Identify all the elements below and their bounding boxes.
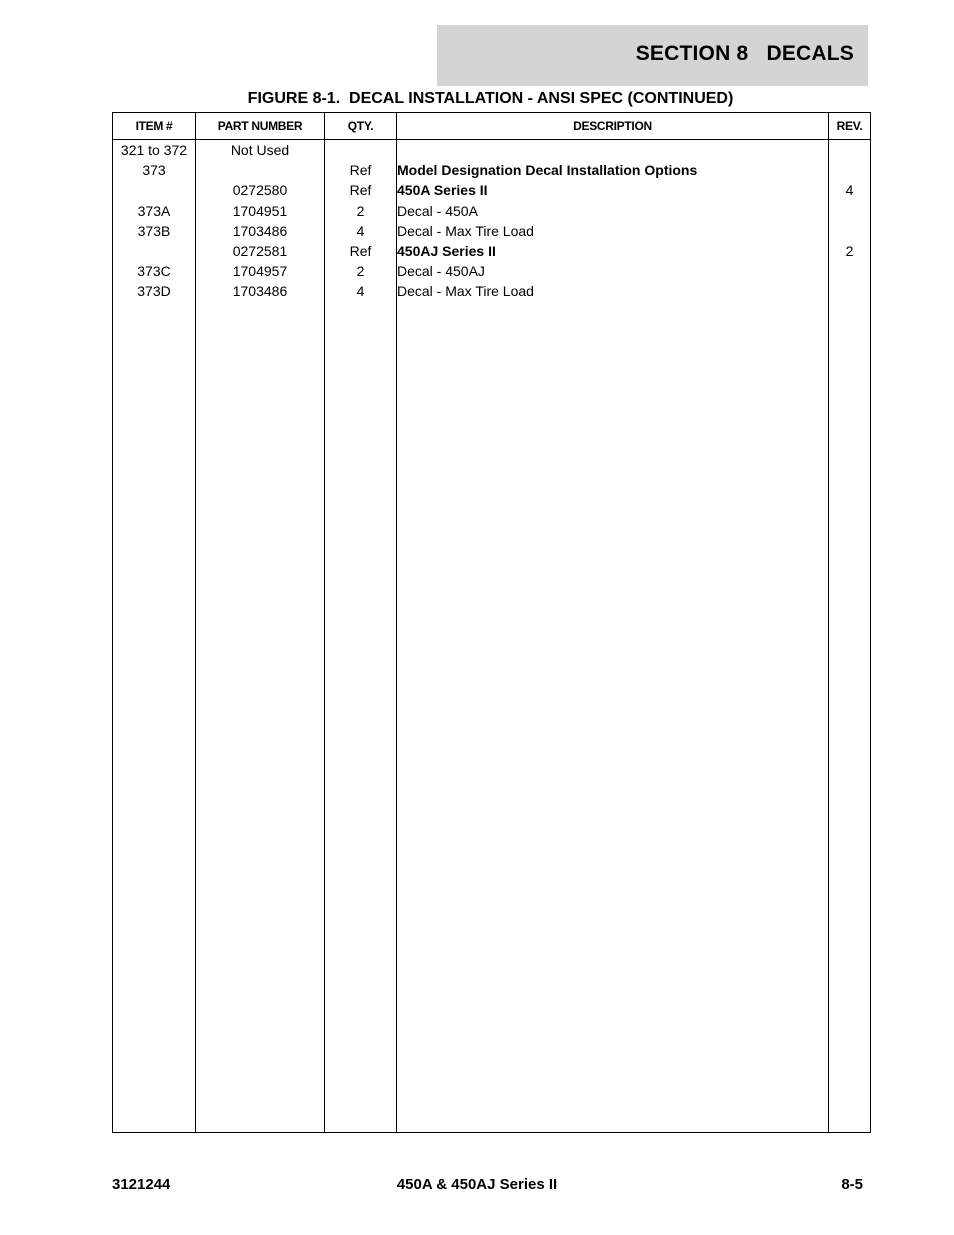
rev-cell: 4 [829, 180, 871, 200]
section-title: SECTION 8 DECALS [635, 42, 854, 65]
table-filler-row [113, 302, 871, 1133]
model-name: 450A & 450AJ Series II [396, 1176, 558, 1193]
table-header-row [113, 113, 871, 140]
part-number-cell: Not Used [196, 140, 325, 161]
table-row [113, 261, 871, 281]
qty-cell: 2 [325, 261, 397, 281]
item-cell [113, 241, 196, 261]
part-number-cell: 0272580 [196, 180, 325, 200]
table-row [113, 160, 871, 180]
item-cell: 321 to 372 [113, 140, 196, 161]
description-cell: Model Designation Decal Installation Options [397, 160, 829, 180]
description-cell: Decal - 450AJ [397, 261, 829, 281]
part-number-cell: 1704957 [196, 261, 325, 281]
item-cell: 373 [113, 160, 196, 180]
doc-number: 3121244 [112, 1176, 171, 1193]
qty-cell: Ref [325, 180, 397, 200]
table-row [113, 180, 871, 200]
part-number-cell: 1704951 [196, 201, 325, 221]
table-row [113, 140, 871, 161]
description-cell [397, 140, 829, 161]
column-header-qty: QTY. [325, 113, 397, 140]
description-cell: Decal - 450A [397, 201, 829, 221]
table-row [113, 281, 871, 301]
item-cell: 373C [113, 261, 196, 281]
description-cell: 450A Series II [397, 180, 829, 200]
column-header-rev: REV. [829, 113, 871, 140]
description-cell: Decal - Max Tire Load [397, 221, 829, 241]
part-number-cell: 1703486 [196, 221, 325, 241]
qty-cell: 4 [325, 281, 397, 301]
rev-cell: 2 [829, 241, 871, 261]
rev-cell [829, 140, 871, 161]
table-row [113, 241, 871, 261]
qty-cell [325, 140, 397, 161]
table-row [113, 221, 871, 241]
rev-cell [829, 281, 871, 301]
rev-cell [829, 221, 871, 241]
column-header-part-number: PART NUMBER [196, 113, 325, 140]
part-number-cell: 0272581 [196, 241, 325, 261]
rev-cell [829, 160, 871, 180]
table-row [113, 201, 871, 221]
item-cell: 373B [113, 221, 196, 241]
item-cell [113, 180, 196, 200]
parts-table [112, 112, 871, 1133]
qty-cell: Ref [325, 241, 397, 261]
section-header [437, 25, 868, 86]
qty-cell: 2 [325, 201, 397, 221]
item-cell: 373D [113, 281, 196, 301]
figure-title: FIGURE 8-1. DECAL INSTALLATION - ANSI SPEC (CONTINUED) [247, 90, 734, 107]
description-cell: 450AJ Series II [397, 241, 829, 261]
column-header-item: ITEM # [113, 113, 196, 140]
column-header-description: DESCRIPTION [397, 113, 829, 140]
description-cell: Decal - Max Tire Load [397, 281, 829, 301]
part-number-cell: 1703486 [196, 281, 325, 301]
qty-cell: 4 [325, 221, 397, 241]
rev-cell [829, 261, 871, 281]
part-number-cell [196, 160, 325, 180]
page-number: 8-5 [841, 1176, 863, 1193]
qty-cell: Ref [325, 160, 397, 180]
rev-cell [829, 201, 871, 221]
item-cell: 373A [113, 201, 196, 221]
